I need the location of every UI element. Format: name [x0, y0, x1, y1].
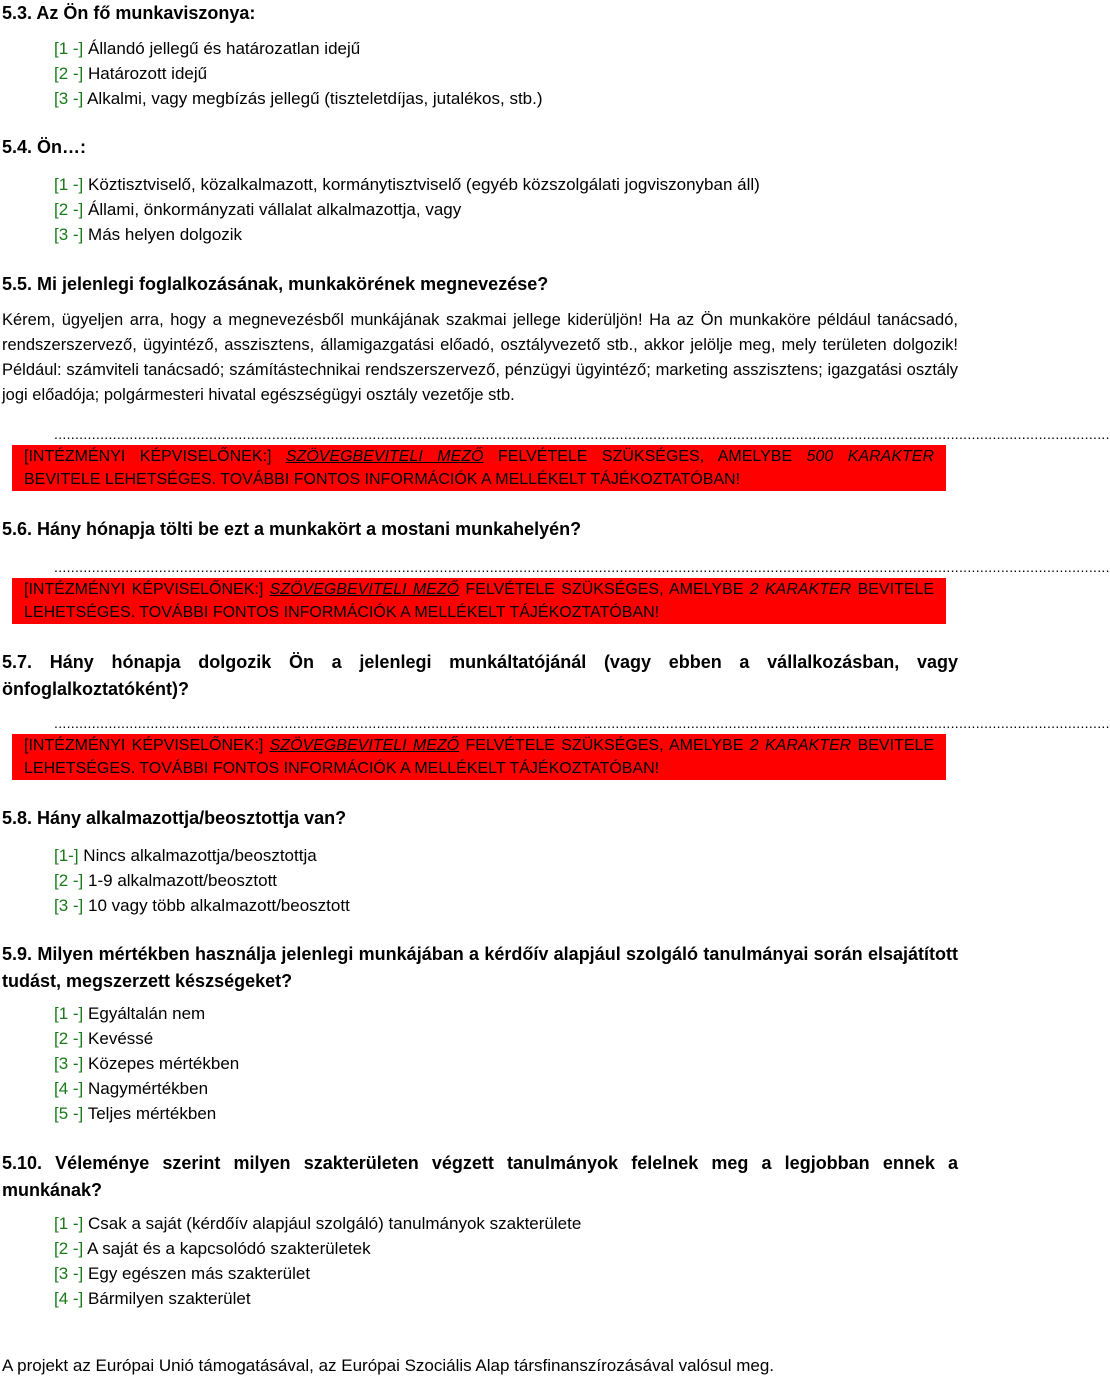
- box-middle: FELVÉTELE SZÜKSÉGES, AMELYBE: [497, 448, 793, 465]
- option-item[interactable]: [54, 86, 543, 111]
- option-item[interactable]: [54, 172, 760, 197]
- box-suffix: BEVITELE LEHETSÉGES. TOVÁBBI FONTOS INFORMÁCIÓK A MELLÉKELT TÁJÉKOZTATÓBAN!: [24, 471, 741, 488]
- option-code: [1 -]: [54, 1214, 84, 1233]
- question-5-5-title: 5.5. Mi jelenlegi foglalkozásának, munkakörének megnevezése?: [2, 274, 549, 294]
- option-label: Más helyen dolgozik: [88, 225, 243, 244]
- option-label: Egy egészen más szakterület: [88, 1264, 311, 1283]
- option-label: Bármilyen szakterület: [88, 1289, 251, 1308]
- question-5-3-title: 5.3. Az Ön fő munkaviszonya:: [2, 3, 256, 23]
- box-chars: 2 KARAKTER: [749, 581, 852, 598]
- option-item[interactable]: [54, 36, 543, 61]
- option-label: A saját és a kapcsolódó szakterületek: [87, 1239, 371, 1258]
- box-suffix: BEVITELE LEHETSÉGES. TOVÁBBI FONTOS INFORMÁCIÓK A MELLÉKELT TÁJÉKOZTATÓBAN!: [24, 581, 935, 621]
- option-label: Állami, önkormányzati vállalat alkalmazottja, vagy: [88, 200, 462, 219]
- option-item[interactable]: [54, 1286, 581, 1311]
- option-label: Egyáltalán nem: [88, 1004, 206, 1023]
- option-code: [3 -]: [54, 89, 84, 108]
- option-label: Köztisztviselő, közalkalmazott, kormánytisztviselő (egyéb közszolgálati jogviszonyban áll): [88, 175, 760, 194]
- box-field: SZÖVEGBEVITELI MEZŐ: [269, 581, 460, 598]
- option-code: [4 -]: [54, 1289, 84, 1308]
- box-prefix: [INTÉZMÉNYI KÉPVISELŐNEK:]: [24, 737, 264, 754]
- option-label: 10 vagy több alkalmazott/beosztott: [88, 896, 350, 915]
- option-item[interactable]: [54, 222, 760, 247]
- question-5-8-title: 5.8. Hány alkalmazottja/beosztottja van?: [2, 808, 347, 828]
- option-code: [3 -]: [54, 1264, 84, 1283]
- answer-line[interactable]: ............................................................................................................................................................................................................................................................: [54, 559, 1110, 575]
- option-item[interactable]: [54, 893, 350, 918]
- option-label: Határozott idejű: [88, 64, 208, 83]
- answer-line[interactable]: ............................................................................................................................................................................................................................................................: [54, 426, 1110, 442]
- option-item[interactable]: [54, 1101, 239, 1126]
- box-prefix: [INTÉZMÉNYI KÉPVISELŐNEK:]: [24, 448, 272, 465]
- option-item[interactable]: [54, 1236, 581, 1261]
- question-5-5-note: [2, 308, 958, 408]
- box-middle: FELVÉTELE SZÜKSÉGES, AMELYBE: [465, 737, 744, 754]
- option-code: [1 -]: [54, 1004, 84, 1023]
- option-code: [1 -]: [54, 39, 84, 58]
- representative-instruction-box: [12, 445, 946, 491]
- option-label: 1-9 alkalmazott/beosztott: [88, 871, 278, 890]
- question-5-4-options: [54, 172, 760, 247]
- box-field: SZÖVEGBEVITELI MEZŐ: [285, 448, 484, 465]
- question-5-3-options: [54, 36, 543, 111]
- answer-line[interactable]: ............................................................................................................................................................................................................................................................: [54, 715, 1110, 731]
- box-middle: FELVÉTELE SZÜKSÉGES, AMELYBE: [465, 581, 744, 598]
- question-5-6-title: 5.6. Hány hónapja tölti be ezt a munkakört a mostani munkahelyén?: [2, 519, 582, 539]
- option-code: [3 -]: [54, 1054, 84, 1073]
- option-code: [1 -]: [54, 175, 84, 194]
- option-label: Csak a saját (kérdőív alapjául szolgáló) tanulmányok szakterülete: [88, 1214, 582, 1233]
- option-code: [4 -]: [54, 1079, 84, 1098]
- footer-funding-note: A projekt az Európai Unió támogatásával, az Európai Szociális Alap társfinanszírozásával valósul meg.: [2, 1356, 775, 1375]
- box-chars: 2 KARAKTER: [749, 737, 852, 754]
- box-chars: 500 KARAKTER: [806, 448, 935, 465]
- question-5-10-options: [54, 1211, 581, 1311]
- question-5-10-title: 5.10. Véleménye szerint milyen szakterületen végzett tanulmányok felelnek meg a legjobban ennek a munkának?: [2, 1153, 958, 1200]
- option-label: Nincs alkalmazottja/beosztottja: [83, 846, 317, 865]
- option-code: [2 -]: [54, 1239, 84, 1258]
- representative-instruction-box: [12, 734, 946, 780]
- option-code: [2 -]: [54, 871, 84, 890]
- option-label: Teljes mértékben: [87, 1104, 217, 1123]
- question-5-9-options: [54, 1001, 239, 1126]
- question-5-7-title: 5.7. Hány hónapja dolgozik Ön a jelenlegi munkáltatójánál (vagy ebben a vállalkozásban, vagy önfoglalkoztatóként)?: [2, 652, 958, 699]
- option-code: [5 -]: [54, 1104, 84, 1123]
- option-label: Alkalmi, vagy megbízás jellegű (tiszteletdíjas, jutalékos, stb.): [87, 89, 543, 108]
- option-label: Állandó jellegű és határozatlan idejű: [88, 39, 361, 58]
- box-prefix: [INTÉZMÉNYI KÉPVISELŐNEK:]: [24, 581, 264, 598]
- option-item[interactable]: [54, 61, 543, 86]
- option-item[interactable]: [54, 843, 350, 868]
- option-item[interactable]: [54, 868, 350, 893]
- option-item[interactable]: [54, 1051, 239, 1076]
- option-item[interactable]: [54, 1026, 239, 1051]
- note-text-2: Például: számviteli tanácsadó; számítástechnikai rendszerszervező, pénzügyi ügyintéző; marketing asszisztens; igazgatási osztály jogi előadója; polgármesteri hivatal egészségügyi osztály vezetője stb.: [2, 361, 958, 404]
- option-code: [2 -]: [54, 200, 84, 219]
- option-code: [1-]: [54, 846, 79, 865]
- question-5-9-title: 5.9. Milyen mértékben használja jelenlegi munkájában a kérdőív alapjául szolgáló tanulmányai során elsajátított tudást, megszerzett készségeket?: [2, 944, 958, 991]
- option-item[interactable]: [54, 1001, 239, 1026]
- representative-instruction-box: [12, 578, 946, 624]
- option-label: Közepes mértékben: [88, 1054, 240, 1073]
- option-item[interactable]: [54, 197, 760, 222]
- question-5-4-title: 5.4. Ön…:: [2, 137, 87, 157]
- note-text-1: Kérem, ügyeljen arra, hogy a megnevezésből munkájának szakmai jellege kiderüljön! Ha az Ön munkaköre például tanácsadó, rendszerszervező, ügyintéző, asszisztens, államigazgatási előadó, osztályvezető stb., akkor jelölje meg, mely területen dolgozik!: [2, 311, 958, 354]
- option-item[interactable]: [54, 1211, 581, 1236]
- option-item[interactable]: [54, 1261, 581, 1286]
- option-code: [2 -]: [54, 64, 84, 83]
- option-label: Kevéssé: [88, 1029, 154, 1048]
- question-5-8-options: [54, 843, 350, 918]
- option-code: [2 -]: [54, 1029, 84, 1048]
- option-label: Nagymértékben: [88, 1079, 209, 1098]
- box-suffix: BEVITELE LEHETSÉGES. TOVÁBBI FONTOS INFORMÁCIÓK A MELLÉKELT TÁJÉKOZTATÓBAN!: [24, 737, 935, 777]
- option-item[interactable]: [54, 1076, 239, 1101]
- box-field: SZÖVEGBEVITELI MEZŐ: [269, 737, 460, 754]
- option-code: [3 -]: [54, 896, 84, 915]
- option-code: [3 -]: [54, 225, 84, 244]
